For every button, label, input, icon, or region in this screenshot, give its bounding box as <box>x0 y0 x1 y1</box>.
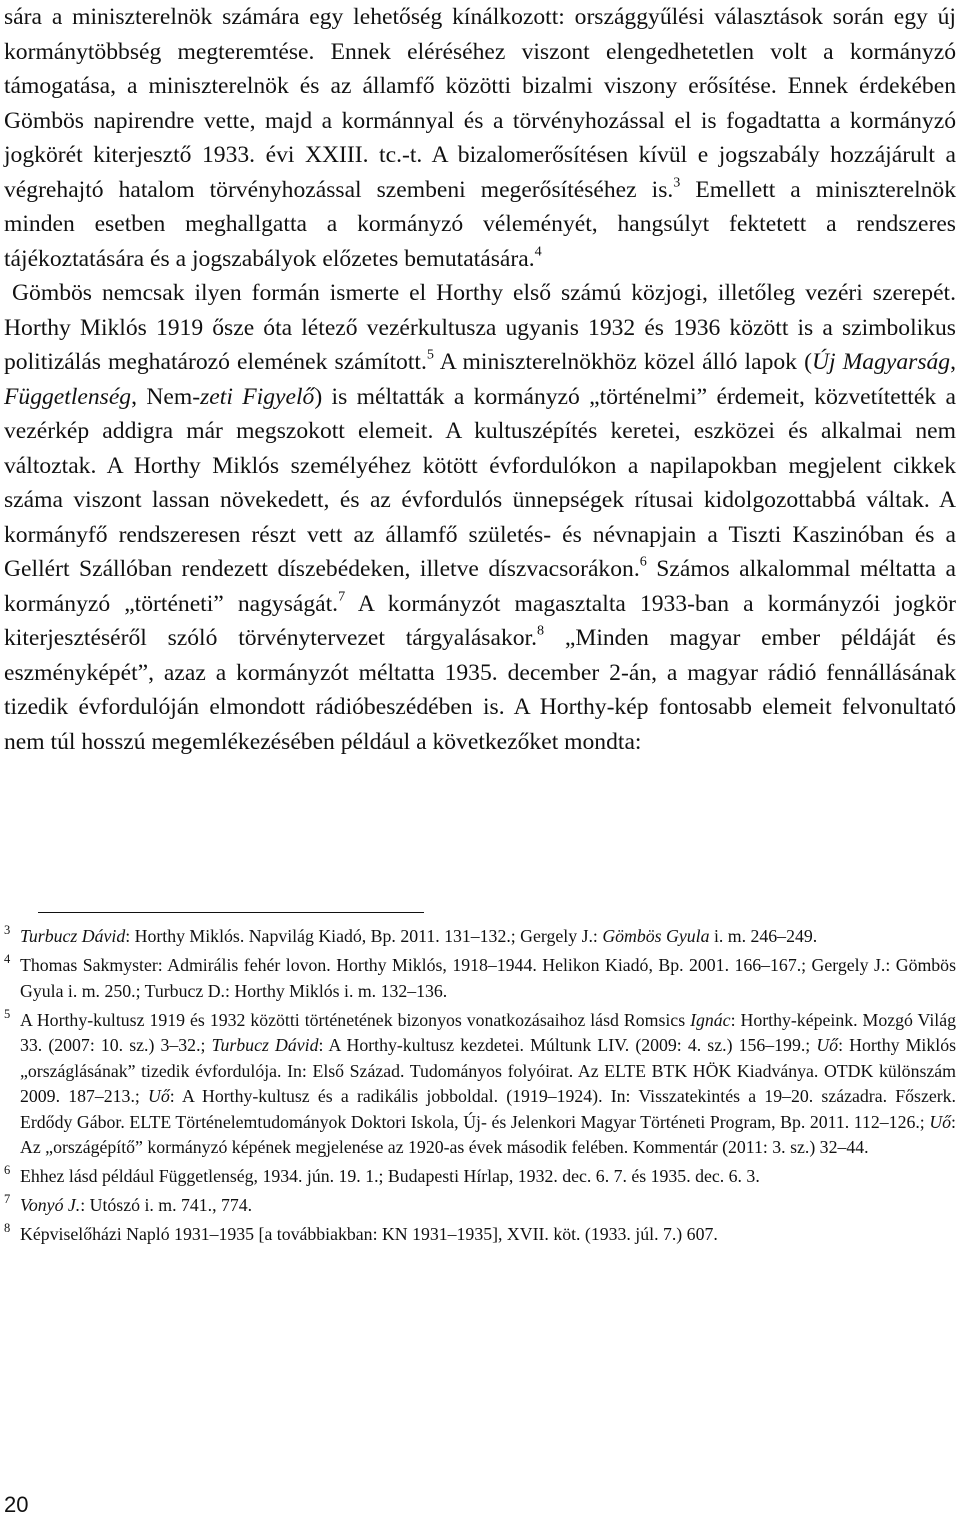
italic-run: Uő <box>929 1111 952 1132</box>
text-run: Thomas Sakmyster: Admirális fehér lovon. Horthy Miklós, 1918–1944. Helikon Kiadó, Bp. 2001. 166–167.; Gergely J.: Gömbös Gyula i. m. 250.; Turbucz D.: Horthy Miklós i. m. 132–136. <box>20 955 956 1001</box>
text-run: A kormányzót magasztalta 1933-ban a kormányzói jogkör kiterjesztéséről szóló törvénytervezet tárgyalásakor. <box>4 590 956 651</box>
text-run: Emellett a miniszterelnök minden esetben meghallgatta a kormányzó véleményét, hangsúlyt fektetett a rendszeres tájékoztatására és a jogszabályok előzetes bemutatására. <box>4 176 957 272</box>
footnote-separator <box>38 912 424 913</box>
main-text <box>4 0 956 759</box>
text-run: , <box>950 349 956 375</box>
footnote-number: 6 <box>4 1163 11 1177</box>
italic-run: Turbucz Dávid <box>20 926 126 946</box>
text-run: : Horthy-képeink. Mozgó Világ 33. (2007: 10. sz.) 3–32.; <box>20 1009 956 1055</box>
text-run: A miniszterelnökhöz közel álló lapok ( <box>433 349 812 375</box>
footnote-text <box>20 953 956 1004</box>
text-run: : Utószó i. m. 741., 774. <box>80 1195 253 1215</box>
newspaper-title: Új Magyarság <box>811 349 951 375</box>
italic-run: Uő <box>816 1035 839 1055</box>
text-run: ) is méltatták a kormányzó „történelmi” érdemeit, közvetítették a vezérkép addigra már megszokott elemeit. A kultuszépítés keretei, eszközei és alkalmai nem változtak. A Horthy Miklós személyéhez kötött évfordulókon a napilapokban megjelent cikkek száma viszont lassan növekedett, és az évfordulós ünnepségek rítusai kidolgozottabbá váltak. A kormányfő rendszeresen részt vett az államfő születés- és névnapjain a Tiszti Kaszinóban és a Gellért Szállóban rendezett díszebédeken, illetve díszvacsorákon. <box>4 383 956 582</box>
text-run: : Horthy Miklós. Napvilág Kiadó, Bp. 2011. 131–132.; Gergely J.: <box>125 926 603 946</box>
text-run: „Minden magyar ember példáját és eszményképét”, azaz a kormányzót méltatta 1935. december 2-án, a magyar rádió fennállásának tizedik évfordulóján elmondott rádióbeszédében is. A Horthy-kép fontosabb elemeit felvonultató nem túl hosszú megemlékezésében például a következőket mondta: <box>4 625 956 755</box>
footnote-number: 5 <box>4 1006 11 1021</box>
footnote-number: 8 <box>4 1221 11 1235</box>
italic-run: Gömbös Gyula <box>602 926 710 946</box>
footnote-number: 3 <box>4 923 11 937</box>
text-run: Ehhez lásd például Függetlenség, 1934. jún. 19. 1.; Budapesti Hírlap, 1932. dec. 6. 7. és 1935. dec. 6. 3. <box>20 1166 760 1186</box>
text-run: : A Horthy-kultusz kezdetei. Múltunk LIV. (2009: 4. sz.) 156–199.; <box>318 1035 817 1055</box>
italic-run: Vonyó J. <box>20 1195 81 1215</box>
text-run: Képviselőházi Napló 1931–1935 [a továbbiakban: KN 1931–1935], XVII. köt. (1933. júl. 7.) 607. <box>20 1224 718 1244</box>
footnote-6 <box>4 1164 956 1190</box>
footnote-ref-6[interactable]: 6 <box>639 553 647 570</box>
text-run: Gömbös nemcsak ilyen formán ismerte el Horthy első számú közjogi, illetőleg vezéri szerepét. Horthy Miklós 1919 ősze óta létező vezérkultusza ugyanis 1932 és 1936 között is a szimbolikus politizálás meghatározó elemének számított. <box>4 280 956 375</box>
footnote-text <box>20 1193 956 1219</box>
text-run: : A Horthy-kultusz és a radikális jobboldal. (1919–1924). In: Visszatekintés a 19–20. századra. Főszerk. Erdődy Gábor. ELTE Történelemtudományok Doktori Iskola, Új- és Jelenkori Magyar Történeti Program, Bp. 2011. 112–126.; <box>20 1086 956 1132</box>
footnote-ref-3[interactable]: 3 <box>673 173 681 190</box>
footnote-ref-7[interactable]: 7 <box>338 587 346 604</box>
italic-run: Uő <box>148 1086 170 1106</box>
paragraph-1 <box>4 0 956 276</box>
footnote-3 <box>4 924 956 950</box>
newspaper-title: Függetlenség <box>4 383 132 410</box>
footnote-text <box>20 924 956 950</box>
footnote-ref-8[interactable]: 8 <box>537 622 545 639</box>
footnote-text <box>20 1164 956 1190</box>
footnote-4 <box>4 953 956 1004</box>
footnotes <box>4 924 956 1251</box>
newspaper-title: zeti Figyelő <box>200 383 315 410</box>
footnote-ref-4[interactable]: 4 <box>534 242 542 259</box>
italic-run: Turbucz Dávid <box>211 1035 319 1055</box>
footnote-7 <box>4 1193 956 1219</box>
text-run: : Horthy Miklós „országlásának” tizedik évfordulója. In: Első Század. Tudományos folyóirat. Az ELTE BTK HÖK Kiadványa. OTDK különszám 2009. 187–213.; <box>20 1035 957 1106</box>
footnote-number: 7 <box>4 1192 11 1206</box>
footnote-text <box>20 1008 956 1161</box>
footnote-ref-5[interactable]: 5 <box>426 346 434 363</box>
text-run: , Nem- <box>131 383 201 410</box>
text-run: i. m. 246–249. <box>709 926 818 946</box>
text-run: sára a miniszterelnök számára egy lehetőség kínálkozott: országgyűlési választások során egy új kormánytöbbség megteremtése. Ennek eléréséhez viszont elengedhetetlen volt a kormányzó támogatása, a miniszterelnök és az államfő közötti bizalmi viszony erősítése. Ennek érdekében Gömbös napirendre vette, majd a kormánnyal és a törvényhozással el is fogadtatta a kormányzó jogkörét kiterjesztő 1933. évi XXIII. tc.-t. A bizalomerősítésen kívül e jogszabály hozzájárult a végrehajtó hatalom törvényhozással szembeni megerősítéséhez is. <box>4 4 956 203</box>
text-run: A Horthy-kultusz 1919 és 1932 közötti történetének bizonyos vonatkozásaihoz lásd Romsics <box>20 1009 691 1030</box>
footnote-number: 4 <box>4 952 11 966</box>
text-run: : Az „országépítő” kormányzó képének megjelenése az 1920-as évek második felében. Kommentár (2011: 3. sz.) 32–44. <box>20 1111 956 1157</box>
footnote-text <box>20 1222 956 1248</box>
footnote-5 <box>4 1008 956 1161</box>
italic-run: Ignác <box>690 1009 731 1030</box>
paragraph-2 <box>4 276 956 759</box>
footnote-8 <box>4 1222 956 1248</box>
text-run: Számos alkalommal méltatta a kormányzó „történeti” nagyságát. <box>4 556 956 617</box>
page-number: 20 <box>4 1492 29 1517</box>
